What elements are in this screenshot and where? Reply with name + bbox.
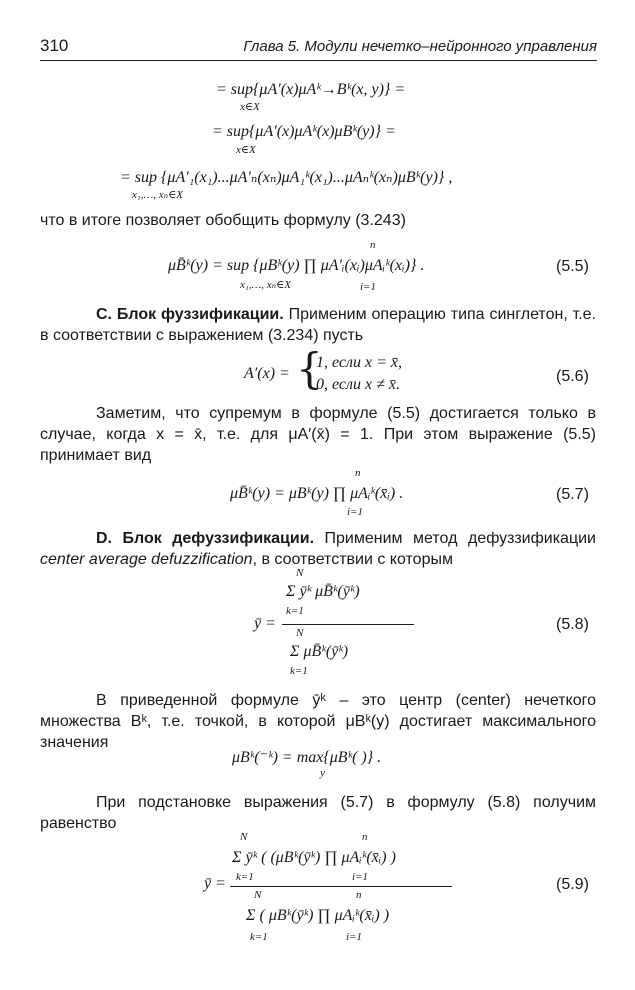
equation-number-5-6: (5.6) — [556, 368, 589, 385]
equation-5-6-case-1: 1, если x = x̄, — [316, 354, 402, 371]
derivation-line-1-text: = sup{μA′(x)μAᵏ→Bᵏ(x, y)} = — [216, 81, 406, 98]
derivation-line-3-text: = sup {μA′₁(x₁)...μA′ₙ(xₙ)μA₁ᵏ(x₁)...μAₙᵏ(xₙ)μBᵏ(y)} , — [120, 169, 453, 186]
eq55-sup-limit: x₁,…, xₙ∈X — [240, 279, 291, 291]
equation-5-8-denominator: Σ μB̄ᵏ(ȳᵏ) — [290, 643, 349, 660]
equation-number-5-7: (5.7) — [556, 486, 589, 503]
paragraph-substitution: При подстановке выражения (5.7) в формулу (5.8) получим равенство — [40, 794, 596, 832]
derivation-line-3 — [120, 170, 452, 186]
eq57-product-lower-limit: i=1 — [347, 506, 363, 518]
equation-5-6-case-2: 0, если x ≠ x̄. — [316, 376, 400, 393]
section-d-text: Применим метод дефуззификации — [314, 530, 596, 547]
equation-5-5-text: μB̄ᵏ(y) = sup {μBᵏ(y) ∏ μA′ᵢ(xᵢ)μAᵢᵏ(xᵢ)} . — [168, 257, 425, 274]
equation-5-9-numerator: Σ ȳᵏ ( (μBᵏ(ȳᵏ) ∏ μAᵢᵏ(x̄ᵢ) ) — [232, 849, 396, 866]
equation-5-9-fraction-bar — [230, 886, 452, 887]
equation-5-6-brace: { — [296, 344, 323, 393]
max-equation: μBᵏ(⁻ᵏ) = max{μBᵏ( )} . — [232, 749, 382, 766]
section-d-tail: , в соответствии с которым — [252, 551, 453, 568]
running-header-title: Глава 5. Модули нечетко–нейронного управления — [243, 38, 597, 55]
derivation-line-1-limit: x∈X — [240, 101, 260, 113]
paragraph-defuzzification — [40, 528, 596, 570]
equation-number-5-5: (5.5) — [556, 258, 589, 275]
eq59-num-sum-lower: k=1 — [236, 871, 254, 883]
paragraph-fuzzification — [40, 304, 596, 346]
equation-5-8-fraction-bar — [282, 624, 414, 625]
paragraph-generalize: что в итоге позволяет обобщить формулу (3.243) — [40, 212, 406, 229]
eq59-num-sum-upper: N — [240, 831, 248, 843]
eq58-den-sum-lower: k=1 — [290, 665, 308, 677]
equation-5-7-text: μB̄ᵏ(y) = μBᵏ(y) ∏ μAᵢᵏ(x̄ᵢ) . — [230, 485, 404, 502]
section-d-heading: D. Блок дефуззификации. — [96, 530, 315, 547]
eq55-product-lower-limit: i=1 — [360, 281, 376, 293]
equation-5-9-denominator: Σ ( μBᵏ(ȳᵏ) ∏ μAᵢᵏ(x̄ᵢ) ) — [246, 907, 390, 924]
eq58-num-sum-upper: N — [296, 567, 304, 579]
eq59-den-product-lower: i=1 — [346, 931, 362, 943]
equation-5-7 — [230, 486, 403, 502]
equation-number-5-8: (5.8) — [556, 616, 589, 633]
page-number: 310 — [40, 36, 69, 55]
equation-5-8-lhs: ȳ = — [254, 615, 276, 632]
eq55-product-upper-limit: n — [370, 239, 376, 251]
section-c-text: Применим операцию типа синглетон, т.е. в соответствии с выражением (3.234) пусть — [40, 306, 596, 344]
derivation-line-3-limit: x₁,…, xₙ∈X — [132, 189, 183, 201]
eq59-den-sum-lower: k=1 — [250, 931, 268, 943]
equation-5-6-lhs: A′(x) = — [244, 365, 290, 382]
defuzzification-method-name: center average defuzzification — [40, 551, 253, 568]
eq57-product-upper-limit: n — [355, 467, 361, 479]
equation-5-8-numerator: Σ ȳᵏ μB̄ᵏ(ȳᵏ) — [286, 583, 360, 600]
header-rule — [40, 60, 597, 61]
equation-number-5-9: (5.9) — [556, 876, 589, 893]
derivation-line-2-limit: x∈X — [236, 144, 256, 156]
eq58-den-sum-upper: N — [296, 627, 304, 639]
eq59-den-sum-upper: N — [254, 889, 262, 901]
equation-5-5 — [168, 258, 424, 274]
derivation-line-1 — [216, 82, 405, 98]
eq59-num-product-upper: n — [362, 831, 368, 843]
derivation-line-2-text: = sup{μA′(x)μAᵏ(x)μBᵏ(y)} = — [212, 123, 396, 140]
max-equation-subscript: y — [320, 767, 325, 779]
eq59-num-product-lower: i=1 — [352, 871, 368, 883]
eq58-num-sum-lower: k=1 — [286, 605, 304, 617]
section-c-heading: C. Блок фуззификации. — [96, 306, 284, 323]
paragraph-supremum: Заметим, что супремум в формуле (5.5) достигается только в случае, когда x = x̄, т.е. для μA′(x̄) = 1. При этом выражение (5.5) принимает вид — [40, 405, 596, 464]
equation-5-9-lhs: ȳ = — [204, 875, 226, 892]
derivation-line-2 — [212, 124, 396, 140]
paragraph-center: В приведенной формуле ȳᵏ – это центр (center) нечеткого множества Bᵏ, т.е. точкой, в которой μBᵏ(y) достигает максимального значения — [40, 692, 596, 751]
eq59-den-product-upper: n — [356, 889, 362, 901]
